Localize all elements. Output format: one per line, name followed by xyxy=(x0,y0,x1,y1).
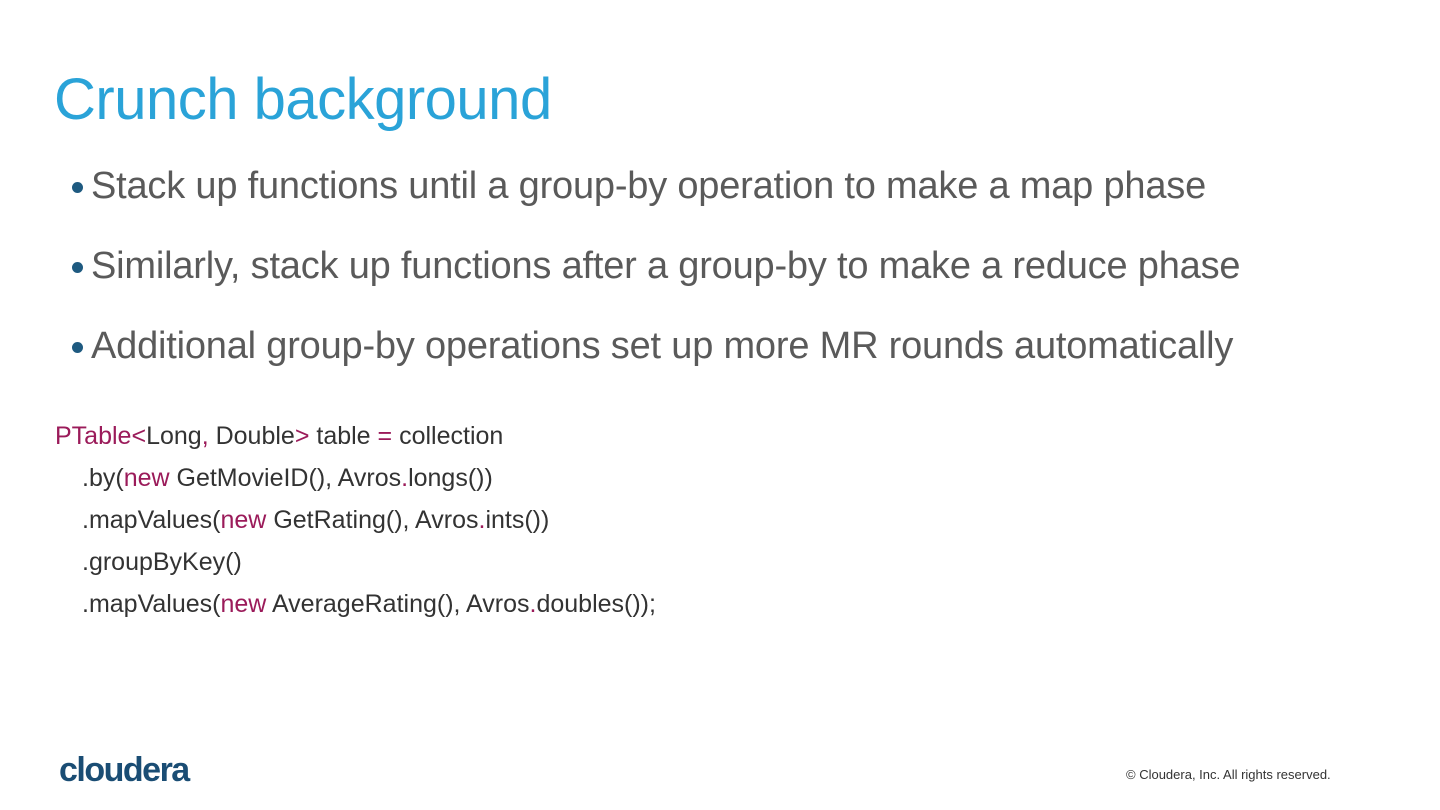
code-punct: . xyxy=(478,506,486,534)
code-punct: > xyxy=(294,422,310,450)
code-punct: = xyxy=(377,422,393,450)
code-text: AverageRating(), Avros xyxy=(266,590,530,618)
code-text: doubles()); xyxy=(536,590,656,618)
bullet-dot-icon xyxy=(72,342,83,353)
copyright-notice: © Cloudera, Inc. All rights reserved. xyxy=(1126,767,1331,782)
slide-title: Crunch background xyxy=(54,67,552,132)
code-keyword: new xyxy=(220,590,267,618)
code-text: GetRating(), Avros xyxy=(266,506,479,534)
code-line xyxy=(55,500,656,542)
code-punct: , xyxy=(201,422,209,450)
bullet-dot-icon xyxy=(72,262,83,273)
code-punct: . xyxy=(401,464,409,492)
code-type: PTable xyxy=(55,422,132,450)
code-text: .mapValues( xyxy=(82,506,221,534)
code-text: longs()) xyxy=(408,464,493,492)
code-text: ints()) xyxy=(485,506,550,534)
bullet-list xyxy=(72,162,1240,402)
bullet-dot-icon xyxy=(72,182,83,193)
cloudera-logo: cloudera xyxy=(59,751,189,789)
code-text: collection xyxy=(392,422,504,450)
code-text: table xyxy=(309,422,378,450)
bullet-item xyxy=(72,242,1240,290)
code-text: .by( xyxy=(82,464,124,492)
code-line xyxy=(55,458,656,500)
code-line xyxy=(55,416,656,458)
code-block xyxy=(55,416,656,626)
code-keyword: new xyxy=(123,464,170,492)
code-line xyxy=(55,584,656,626)
code-punct: < xyxy=(131,422,147,450)
bullet-item xyxy=(72,322,1240,370)
bullet-text: Similarly, stack up functions after a group-by to make a reduce phase xyxy=(91,244,1241,287)
bullet-text: Stack up functions until a group-by operation to make a map phase xyxy=(91,164,1207,207)
bullet-text: Additional group-by operations set up more MR rounds automatically xyxy=(91,324,1234,367)
code-text: .groupByKey() xyxy=(82,548,242,576)
bullet-item xyxy=(72,162,1240,210)
code-keyword: new xyxy=(220,506,267,534)
code-text: Double xyxy=(208,422,295,450)
code-text: Long xyxy=(146,422,202,450)
code-punct: . xyxy=(529,590,537,618)
code-line xyxy=(55,542,656,584)
code-text: GetMovieID(), Avros xyxy=(169,464,402,492)
code-text: .mapValues( xyxy=(82,590,221,618)
